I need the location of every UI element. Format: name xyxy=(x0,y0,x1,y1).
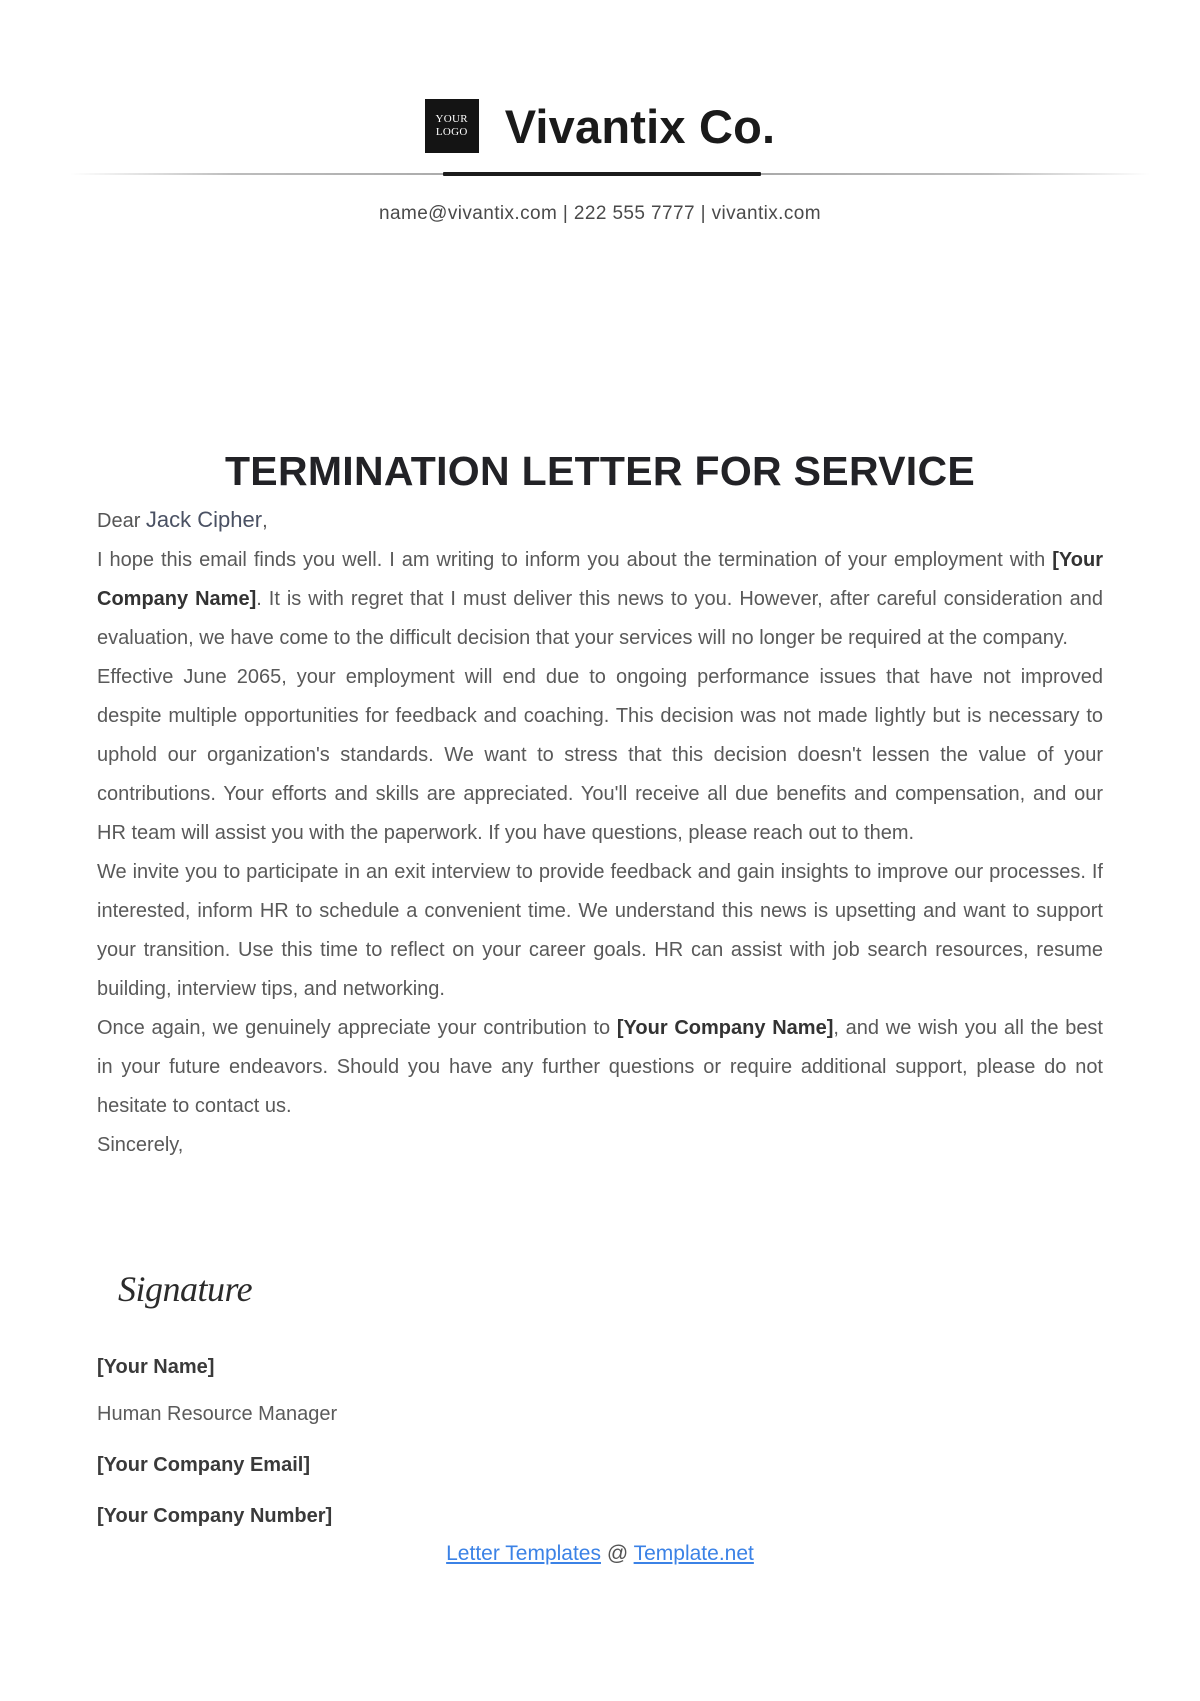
signer-number: [Your Company Number] xyxy=(97,1505,333,1527)
company-name-placeholder: [Your Company Name] xyxy=(97,549,1103,610)
document-title: TERMINATION LETTER FOR SERVICE xyxy=(224,448,976,494)
footer-attribution xyxy=(0,1542,1200,1566)
letter-body xyxy=(97,500,1103,1165)
greeting xyxy=(97,500,1103,541)
closing-salutation: Sincerely, xyxy=(97,1134,184,1156)
company-name: Vivantix Co. xyxy=(504,99,776,153)
letter-templates-link[interactable]: Letter Templates xyxy=(446,1542,601,1565)
paragraph-text: . It is with regret that I must deliver this news to you. However, after careful consideration and evaluation, we have come to the difficult decision that your services will no longer be required at the company. xyxy=(97,588,1103,649)
signature-image: Signature xyxy=(118,1269,253,1309)
paragraph-reason: Effective June 2065, your employment will end due to ongoing performance issues that have not improved despite multiple opportunities for feedback and coaching. This decision was not made lightly but is necessary to uphold our organization's standards. We want to stress that this decision doesn't lessen the value of your contributions. Your efforts and skills are appreciated. You'll receive all due benefits and compensation, and our HR team will assist you with the paperwork. If you have questions, please reach out to them. xyxy=(97,666,1103,844)
paragraph-intro xyxy=(97,541,1103,658)
contact-info: name@vivantix.com | 222 555 7777 | vivantix.com xyxy=(379,203,821,224)
recipient-name: Jack Cipher xyxy=(145,507,263,532)
logo-placeholder xyxy=(425,99,479,153)
paragraph-closing xyxy=(97,1009,1103,1126)
signer-role: Human Resource Manager xyxy=(97,1403,338,1425)
signer-email: [Your Company Email] xyxy=(97,1454,310,1476)
header-divider-accent xyxy=(443,172,761,176)
paragraph-text: , and we wish you all the best in your future endeavors. Should you have any further questions or require additional support, please do not hesitate to contact us. xyxy=(97,1017,1103,1117)
letterhead xyxy=(0,98,1200,154)
logo-text-line1: YOUR xyxy=(435,113,468,125)
greeting-prefix: Dear xyxy=(97,510,146,532)
template-net-link[interactable]: Template.net xyxy=(633,1542,754,1565)
paragraph-text: I hope this email finds you well. I am writing to inform you about the termination of your employment with xyxy=(97,549,1053,571)
logo-text-line2: LOGO xyxy=(435,126,468,138)
signer-name: [Your Name] xyxy=(97,1356,215,1378)
company-name-placeholder: [Your Company Name] xyxy=(616,1017,834,1039)
footer-separator: @ xyxy=(601,1542,634,1565)
paragraph-exit-interview: We invite you to participate in an exit interview to provide feedback and gain insights to improve our processes. If interested, inform HR to schedule a convenient time. We understand this news is upsetting and want to support your transition. Use this time to reflect on your career goals. HR can assist with job search resources, resume building, interview tips, and networking. xyxy=(97,861,1103,1000)
paragraph-text: Once again, we genuinely appreciate your contribution to xyxy=(97,1017,617,1039)
greeting-suffix: , xyxy=(262,510,268,532)
